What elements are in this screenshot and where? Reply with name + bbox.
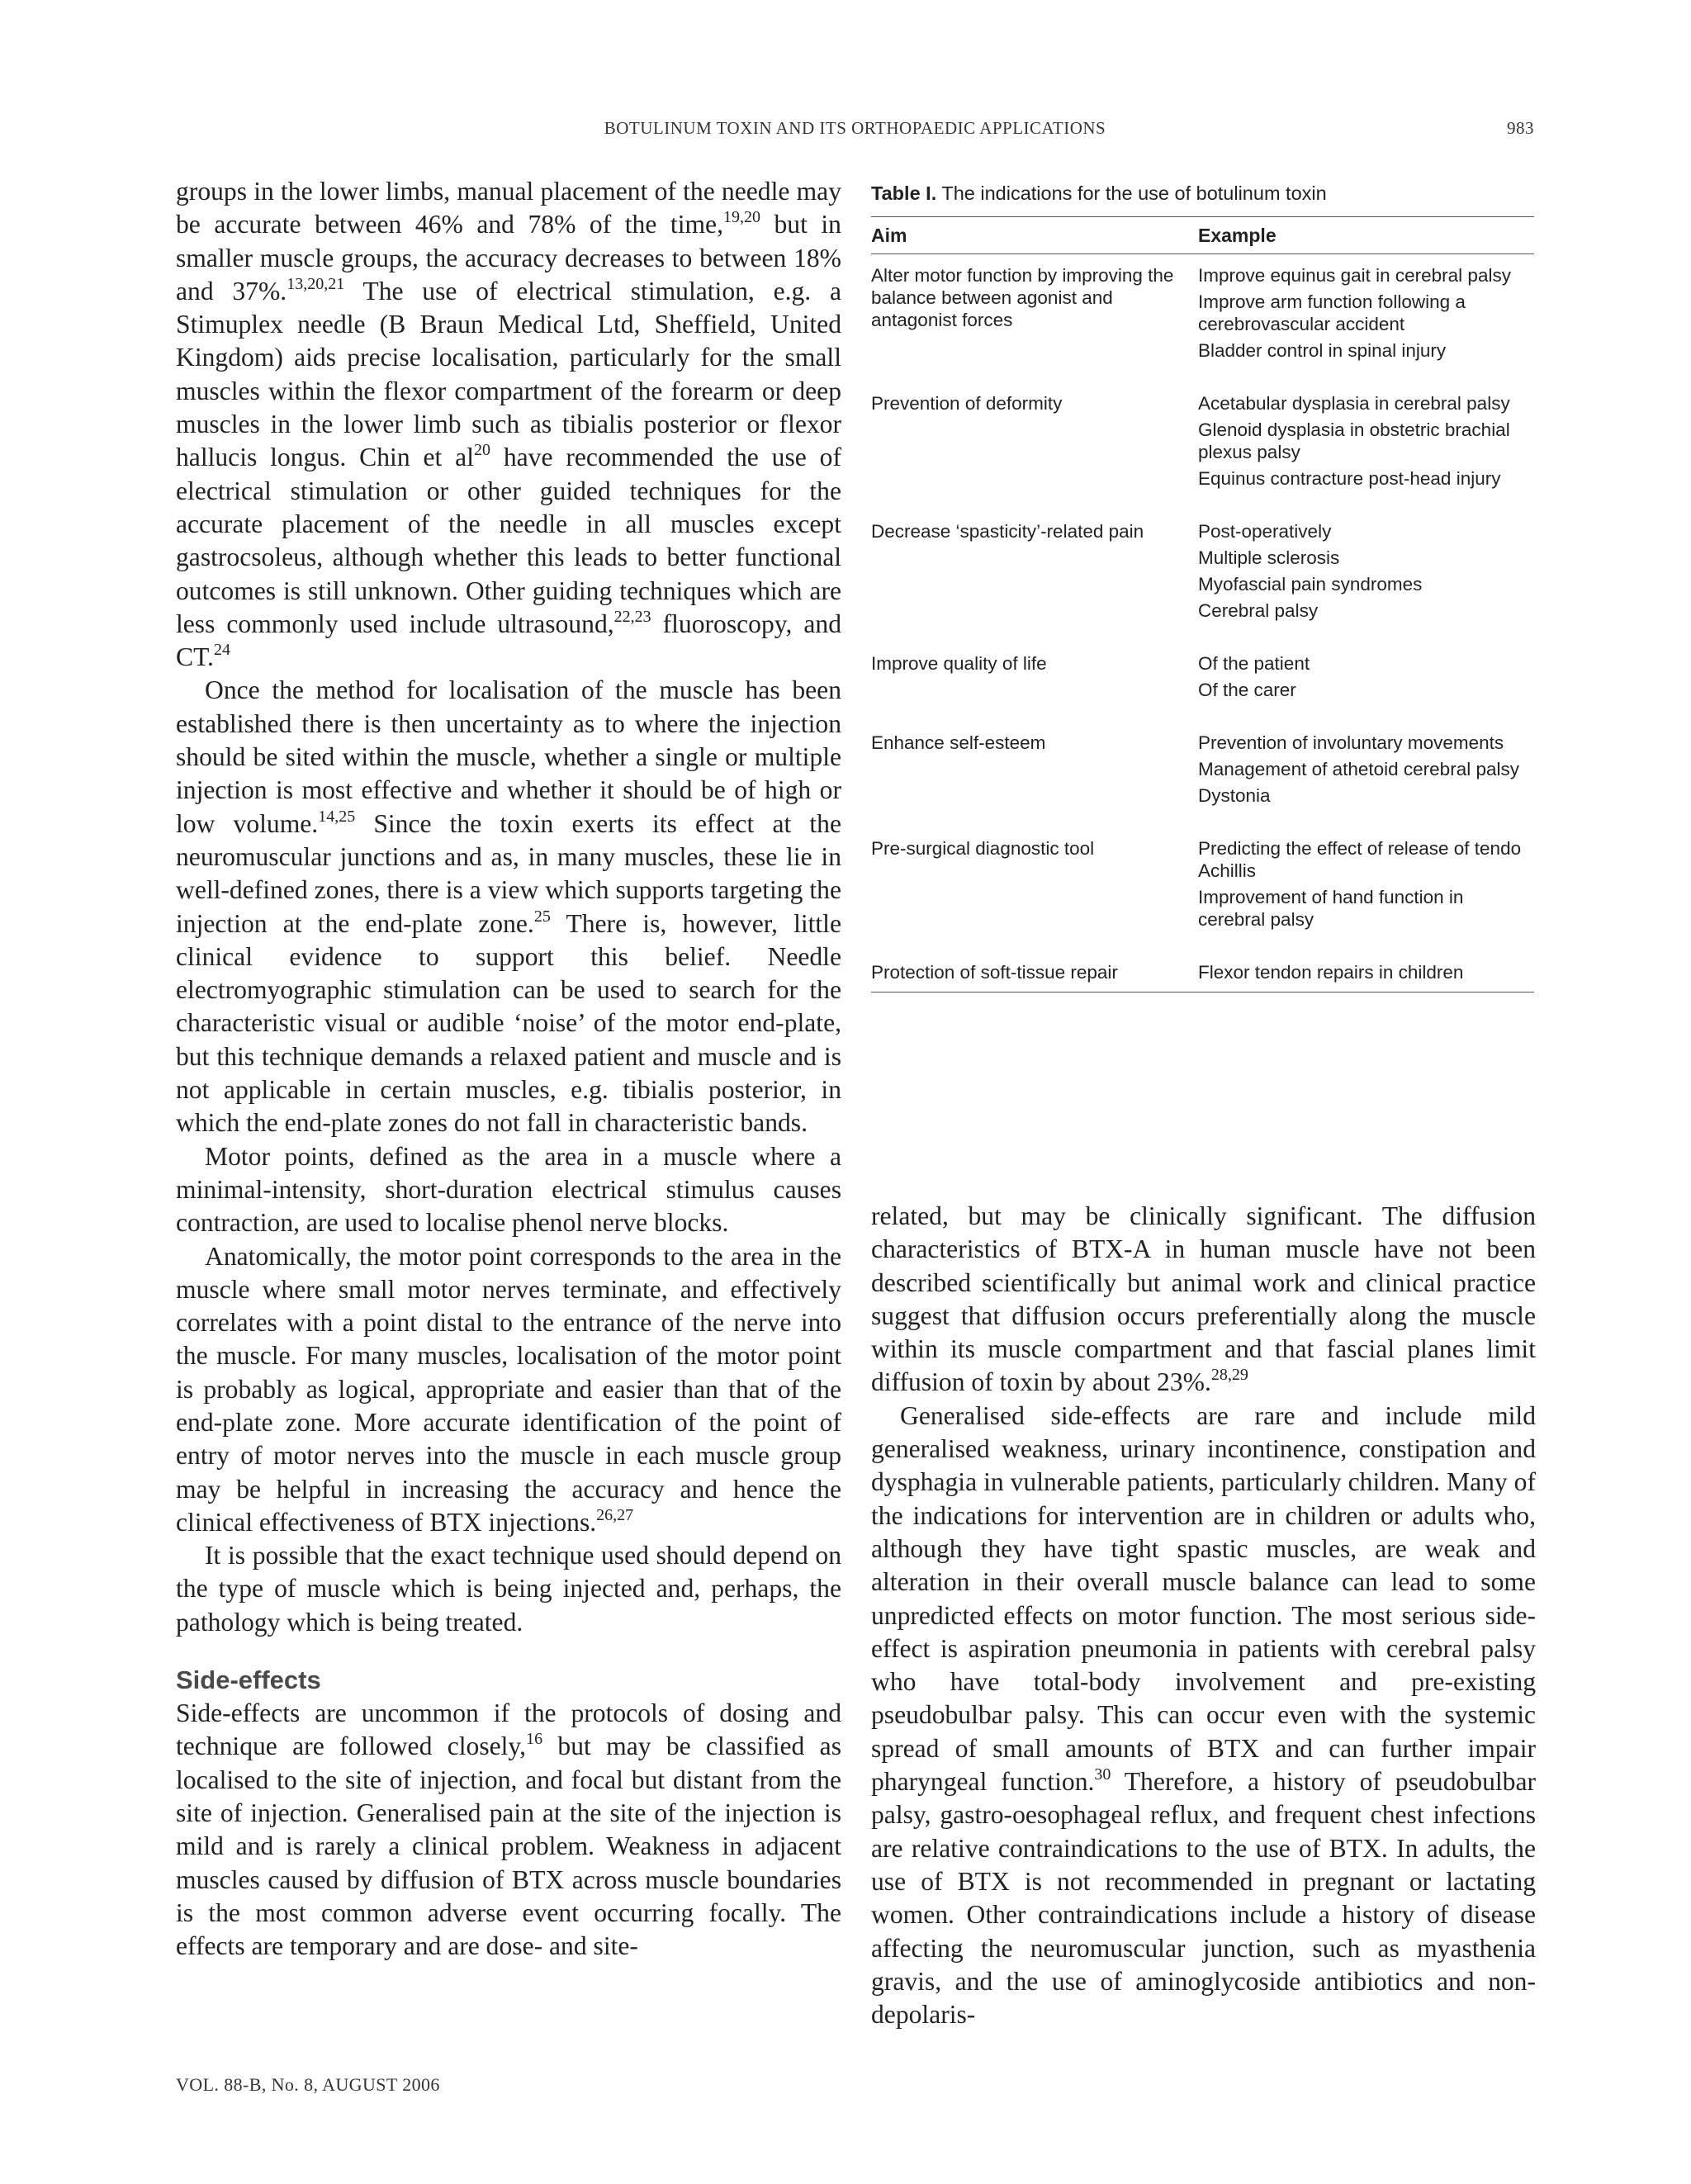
- example-item: Of the carer: [1198, 680, 1296, 700]
- table-row: [871, 705, 1534, 811]
- table-row: [871, 811, 1534, 935]
- footer-citation: VOL. 88-B, No. 8, AUGUST 2006: [176, 2074, 440, 2095]
- left-column: [176, 175, 841, 1963]
- reference: 19,20: [722, 208, 760, 227]
- reference: 20: [473, 441, 490, 460]
- right-column: [871, 1200, 1536, 2031]
- reference: 24: [213, 641, 230, 660]
- paragraph-5: It is possible that the exact technique used should depend on the type of muscle which is being injected and, perhaps, the pathology which is being treated.: [176, 1541, 841, 1637]
- table-header-row: [871, 217, 1534, 254]
- reference: 22,23: [613, 607, 651, 626]
- paragraph-1: groups in the lower limbs, manual placement of the needle may be accurate between 46% and 78% of the time,$^{19,20}$ but in smaller muscle groups, the accuracy decreases to between 18% and 37%.$^{13,20,21}$ The use of electrical stimulation, e.g. a Stimuplex needle (B Braun Medical Ltd, Sheffield, United Kingdom) aids precise localisation, particularly for the small muscles within the flexor compartment of the forearm or deep muscles in the lower limb such as tibialis posterior or flexor hallucis longus. Chin et $al^{20}$ have recommended the use of electrical stimulation or other guided techniques for the accurate placement of the needle in all muscles except gastrocsoleus, although whether this leads to better functional outcomes is still unknown. Other guiding techniques which are less commonly used include ultrasound,$^{22,23}$ fluoroscopy, and CT.$^{24}$: [176, 177, 841, 672]
- table-row: [871, 626, 1534, 705]
- table-row: [871, 935, 1534, 993]
- table-body: [871, 254, 1534, 993]
- example-item: Bladder control in spinal injury: [1198, 340, 1447, 361]
- reference: 14,25: [318, 807, 356, 826]
- example-item: Improve arm function following a cerebrovascular accident: [1198, 291, 1466, 334]
- paragraph-2: Once the method for localisation of the muscle has been established there is then uncertainty as to where the injection should be sited within the muscle, whether a single or multiple injection is most effective and whether it should be of high or low volume.$^{14,25}$ Since the toxin exerts its effect at the neuromuscular junctions and as, in many muscles, these lie in well-defined zones, there is a view which supports targeting the injection at the end-plate zone.$^{25}$ There is, however, little clinical evidence to support this belief. Needle electromyographic stimulation can be used to search for the characteristic visual or audible ‘noise’ of the motor end-plate, but this technique demands a relaxed patient and muscle and is not applicable in certain muscles, e.g. tibialis posterior, in which the end-plate zones do not fall in characteristic bands.: [176, 675, 841, 1138]
- indications-table: [871, 216, 1534, 993]
- table-row: [871, 366, 1534, 494]
- aim-cell: Enhance self-esteem: [871, 732, 1046, 753]
- reference: 16: [526, 1730, 543, 1749]
- example-item: Multiple sclerosis: [1198, 547, 1340, 568]
- example-item: Dystonia: [1198, 785, 1271, 806]
- example-item: Acetabular dysplasia in cerebral palsy: [1198, 393, 1510, 414]
- paragraph-7: related, but may be clinically significant. The diffusion characteristics of BTX-A in human muscle have not been described scientifically but animal work and clinical practice suggest that diffusion occurs preferentially along the muscle within its muscle compartment and that fascial planes limit diffusion of toxin by about 23%.$^{28,29}$: [871, 1201, 1536, 1397]
- reference: 13,20,21: [287, 274, 345, 293]
- section-heading-side-effects: Side-effects: [176, 1665, 321, 1695]
- example-item: Of the patient: [1198, 653, 1310, 674]
- running-title: BOTULINUM TOXIN AND ITS ORTHOPAEDIC APPLICATIONS: [604, 118, 1106, 138]
- aim-cell: Alter motor function by improving the balance between agonist and antagonist forces: [871, 265, 1174, 330]
- page-number: 983: [1507, 118, 1534, 138]
- example-item: Prevention of involuntary movements: [1198, 732, 1504, 753]
- aim-cell: Protection of soft-tissue repair: [871, 935, 1198, 993]
- column-header-example: Example: [1198, 217, 1534, 254]
- running-header: [176, 118, 1534, 143]
- reference: 30: [1094, 1765, 1111, 1784]
- example-item: Cerebral palsy: [1198, 600, 1319, 621]
- table-row: [871, 494, 1534, 626]
- example-item: Improve equinus gait in cerebral palsy: [1198, 265, 1511, 286]
- reference: 25: [533, 907, 551, 926]
- table-caption: Table I. The indications for the use of botulinum toxin: [871, 182, 1327, 204]
- column-header-aim: Aim: [871, 217, 1198, 254]
- example-item: Equinus contracture post-head injury: [1198, 468, 1501, 489]
- example-item: Glenoid dysplasia in obstetric brachial plexus palsy: [1198, 419, 1510, 462]
- aim-cell: Improve quality of life: [871, 653, 1047, 674]
- aim-cell: Decrease ‘spasticity’-related pain: [871, 521, 1144, 542]
- example-cell: [1198, 254, 1534, 367]
- example-item: Myofascial pain syndromes: [1198, 574, 1423, 595]
- example-item: Flexor tendon repairs in children: [1198, 962, 1464, 983]
- example-item: Predicting the effect of release of tendo Achillis: [1198, 838, 1522, 881]
- example-item: Post-operatively: [1198, 521, 1332, 542]
- table-1: [871, 181, 1534, 993]
- table-label: Table I.: [871, 182, 937, 204]
- example-cell: [1198, 935, 1534, 993]
- aim-cell: Prevention of deformity: [871, 393, 1063, 414]
- paragraph-8: Generalised side-effects are rare and include mild generalised weakness, urinary incontinence, constipation and dysphagia in vulnerable patients, particularly children. Many of the indications for intervention are in children or adults who, although they have tight spastic muscles, are weak and alteration in their overall muscle balance can lead to some unpredicted effects on motor function. The most serious side-effect is aspiration pneumonia in patients with cerebral palsy who have total-body involvement and pre-existing pseudobulbar palsy. This can occur even with the systemic spread of small amounts of BTX and can further impair pharyngeal function.$^{30}$ Therefore, a history of pseudobulbar palsy, gastro-oesophageal reflux, and frequent chest infections are relative contraindications to the use of BTX. In adults, the use of BTX is not recommended in pregnant or lactating women. Other contraindications include a history of disease affecting the neuromuscular junction, such as myasthenia gravis, and the use of aminoglycoside antibiotics and non-depolaris-: [871, 1400, 1536, 2030]
- paragraph-6: Side-effects are uncommon if the protocols of dosing and technique are followed closely,$^{16}$ but may be classified as localised to the site of injection, and focal but distant from the site of injection. Generalised pain at the site of the injection is mild and is rarely a clinical problem. Weakness in adjacent muscles caused by diffusion of BTX across muscle boundaries is the most common adverse event occurring focally. The effects are temporary and are dose- and site-: [176, 1698, 841, 1961]
- aim-cell: Pre-surgical diagnostic tool: [871, 838, 1095, 859]
- table-row: [871, 254, 1534, 367]
- example-item: Management of athetoid cerebral palsy: [1198, 759, 1519, 779]
- paragraph-3: Motor points, defined as the area in a muscle where a minimal-intensity, short-duration electrical stimulus causes contraction, are used to localise phenol nerve blocks.: [176, 1141, 841, 1238]
- reference: 26,27: [596, 1505, 634, 1524]
- example-cell: [1198, 494, 1534, 626]
- example-cell: [1198, 811, 1534, 935]
- example-item: Improvement of hand function in cerebral palsy: [1198, 887, 1464, 930]
- example-cell: [1198, 705, 1534, 811]
- reference: 28,29: [1210, 1366, 1248, 1385]
- example-cell: [1198, 626, 1534, 705]
- paragraph-4: Anatomically, the motor point corresponds to the area in the muscle where small motor nerves terminate, and effectively correlates with a point distal to the entrance of the nerve into the muscle. For many muscles, localisation of the motor point is probably as logical, appropriate and easier than that of the end-plate zone. More accurate identification of the point of entry of motor nerves into the muscle in each muscle group may be helpful in increasing the accuracy and hence the clinical effectiveness of BTX injections.$^{26,27}$: [176, 1241, 841, 1537]
- example-cell: [1198, 366, 1534, 494]
